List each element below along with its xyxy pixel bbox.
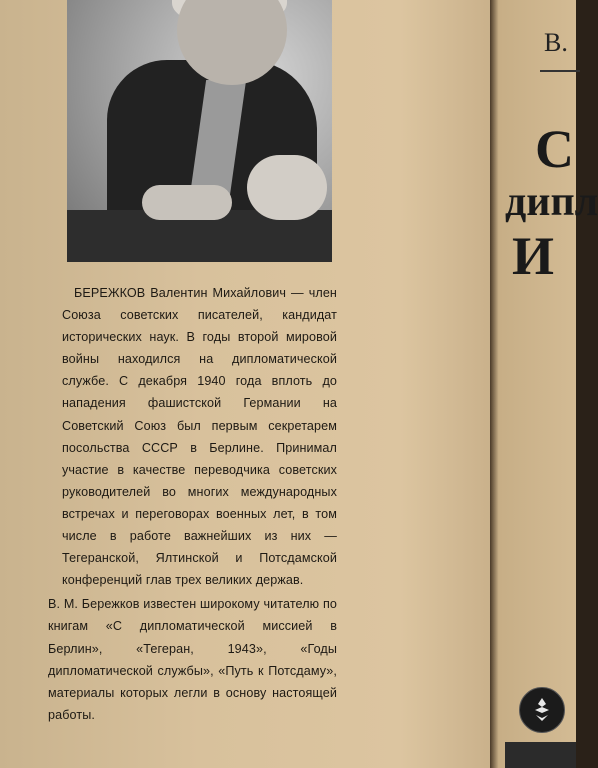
author-initial: В. <box>544 28 568 57</box>
title-line-3: И <box>512 226 555 286</box>
bio-paragraph-2: В. М. Бережков известен широкому читателю по книгам «С дипломатической миссией в Берлин», «Тегеран, 1943», «Годы дипломатической службы», «Путь к Потсдаму», материалы которых легли в основу настоящей работы. <box>48 597 337 722</box>
title-rule <box>540 70 580 72</box>
bio-paragraph-1: БЕРЕЖКОВ Валентин Михайлович — член Союза советских писателей, кандидат исторических наук. В годы второй мировой войны находился на дипломатической службе. С декабря 1940 года вплоть до нападения фашистской Германии на Советский Союз был первым секретарем посольства СССР в Берлине. Принимал участие в качестве переводчика советских руководителей во многих международных встречах и переговорах военных лет, в том числе в работе важнейших из них — Тегеранской, Ялтинской и Потсдамской конференций глав трех великих держав. <box>62 286 337 588</box>
author-biography <box>48 282 337 726</box>
right-book-page <box>490 0 576 768</box>
author-portrait-photo <box>67 0 332 262</box>
ornament-badge-icon <box>519 687 565 733</box>
title-line-2: дипл <box>505 179 598 225</box>
title-line-1: С <box>535 119 574 179</box>
page-footer-strip <box>505 742 576 768</box>
